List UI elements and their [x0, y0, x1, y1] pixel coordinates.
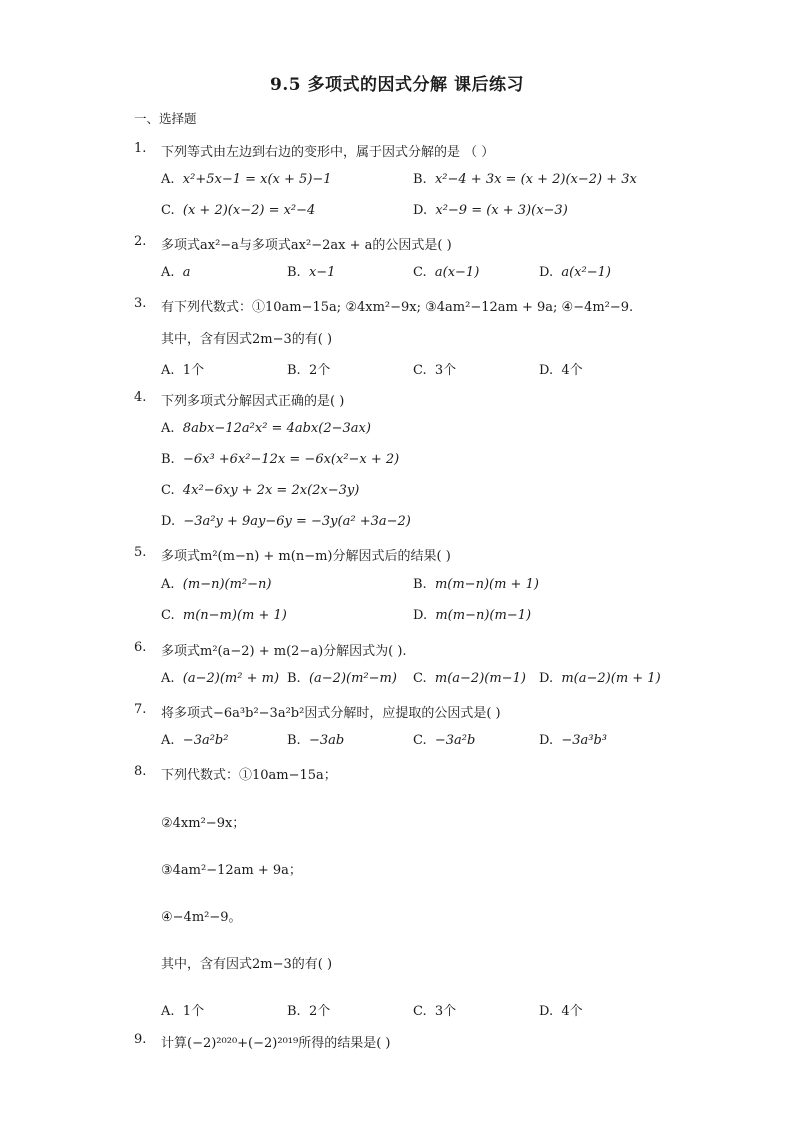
question-number: 7.	[134, 702, 147, 717]
options-row	[0, 1000, 794, 1022]
options-row	[0, 514, 794, 536]
option-d[interactable]: D. 4个	[539, 1004, 583, 1019]
question-number: 6.	[134, 640, 147, 655]
option-a[interactable]: A. (a−2)(m² + m)	[161, 671, 280, 686]
question-9	[0, 1032, 794, 1054]
question-stem: 下列多项式分解因式正确的是( )	[161, 394, 345, 409]
option-a[interactable]: A. x²+5x−1 = x(x + 5)−1	[161, 172, 332, 187]
question-3	[0, 296, 794, 318]
question-5	[0, 545, 794, 567]
question-6	[0, 640, 794, 662]
option-d[interactable]: D. x²−9 = (x + 3)(x−3)	[413, 203, 568, 218]
option-b[interactable]: B. 2个	[287, 363, 331, 378]
question-stem: 多项式m²(a−2) + m(2−a)分解因式为( ).	[161, 644, 407, 659]
option-a[interactable]: A. 8abx−12a²x² = 4abx(2−3ax)	[161, 421, 371, 436]
question-stem: 将多项式−6a³b²−3a²b²因式分解时，应提取的公因式是( )	[161, 706, 501, 721]
options-row	[0, 203, 794, 225]
options-row	[0, 265, 794, 287]
question-8	[0, 764, 794, 786]
question-7	[0, 702, 794, 724]
expression-line	[0, 812, 794, 834]
option-c[interactable]: C. m(n−m)(m + 1)	[161, 608, 287, 623]
expression-3: ③4am²−12am + 9a；	[161, 863, 302, 878]
option-d[interactable]: D. m(m−n)(m−1)	[413, 608, 532, 623]
question-stem-line: 其中，含有因式2m−3的有( )	[161, 957, 333, 972]
option-b[interactable]: B. x−1	[287, 265, 336, 280]
question-number: 5.	[134, 545, 147, 560]
option-b[interactable]: B. −3ab	[287, 733, 345, 748]
option-c[interactable]: C. 3个	[413, 363, 457, 378]
option-b[interactable]: B. x²−4 + 3x = (x + 2)(x−2) + 3x	[413, 172, 637, 187]
option-d[interactable]: D. 4个	[539, 363, 583, 378]
question-3-continuation	[0, 328, 794, 350]
options-row	[0, 577, 794, 599]
options-row	[0, 452, 794, 474]
section-heading: 一、选择题	[134, 111, 197, 126]
option-b[interactable]: B. 2个	[287, 1004, 331, 1019]
option-c[interactable]: C. a(x−1)	[413, 265, 480, 280]
option-c[interactable]: C. 3个	[413, 1004, 457, 1019]
option-c[interactable]: C. (x + 2)(x−2) = x²−4	[161, 203, 316, 218]
options-row	[0, 172, 794, 194]
option-d[interactable]: D. −3a³b³	[539, 733, 608, 748]
expression-line	[0, 859, 794, 881]
question-stem: 多项式m²(m−n) + m(n−m)分解因式后的结果( )	[161, 549, 451, 564]
question-stem: 有下列代数式：①10am−15a; ②4xm²−9x; ③4am²−12am + 9a; ④−4m²−9.	[161, 300, 634, 315]
option-b[interactable]: B. (a−2)(m²−m)	[287, 671, 397, 686]
options-row	[0, 671, 794, 693]
option-b[interactable]: B. m(m−n)(m + 1)	[413, 577, 539, 592]
question-number: 1.	[134, 141, 147, 156]
expression-2: ②4xm²−9x；	[161, 816, 246, 831]
page-title: 9.5 多项式的因式分解 课后练习	[270, 75, 524, 95]
options-row	[0, 733, 794, 755]
question-number: 2.	[134, 234, 147, 249]
question-number: 8.	[134, 764, 147, 779]
question-4	[0, 390, 794, 412]
option-d[interactable]: D. −3a²y + 9ay−6y = −3y(a² +3a−2)	[161, 514, 411, 529]
question-stem-line: 其中，含有因式2m−3的有( )	[161, 332, 333, 347]
question-2	[0, 234, 794, 256]
option-a[interactable]: A. (m−n)(m²−n)	[161, 577, 272, 592]
option-b[interactable]: B. −6x³ +6x²−12x = −6x(x²−x + 2)	[161, 452, 400, 467]
option-a[interactable]: A. a	[161, 265, 191, 280]
question-1	[0, 141, 794, 163]
option-c[interactable]: C. −3a²b	[413, 733, 476, 748]
option-c[interactable]: C. m(a−2)(m−1)	[413, 671, 526, 686]
option-a[interactable]: A. 1个	[161, 1004, 205, 1019]
question-number: 3.	[134, 296, 147, 311]
expression-line	[0, 906, 794, 928]
question-number: 4.	[134, 390, 147, 405]
question-stem: 多项式ax²−a与多项式ax²−2ax + a的公因式是( )	[161, 238, 452, 253]
options-row	[0, 359, 794, 381]
expression-4: ④−4m²−9。	[161, 910, 242, 925]
option-a[interactable]: A. 1个	[161, 363, 205, 378]
option-a[interactable]: A. −3a²b²	[161, 733, 229, 748]
option-c[interactable]: C. 4x²−6xy + 2x = 2x(2x−3y)	[161, 483, 360, 498]
question-8-prompt	[0, 953, 794, 975]
option-d[interactable]: D. a(x²−1)	[539, 265, 611, 280]
question-number: 9.	[134, 1032, 147, 1047]
options-row	[0, 483, 794, 505]
question-stem: 下列代数式：①10am−15a；	[161, 768, 337, 783]
question-stem: 下列等式由左边到右边的变形中，属于因式分解的是 （ ）	[161, 145, 495, 160]
options-row	[0, 608, 794, 630]
question-stem: 计算(−2)²⁰²⁰+(−2)²⁰¹⁹所得的结果是( )	[161, 1036, 391, 1051]
options-row	[0, 421, 794, 443]
option-d[interactable]: D. m(a−2)(m + 1)	[539, 671, 661, 686]
